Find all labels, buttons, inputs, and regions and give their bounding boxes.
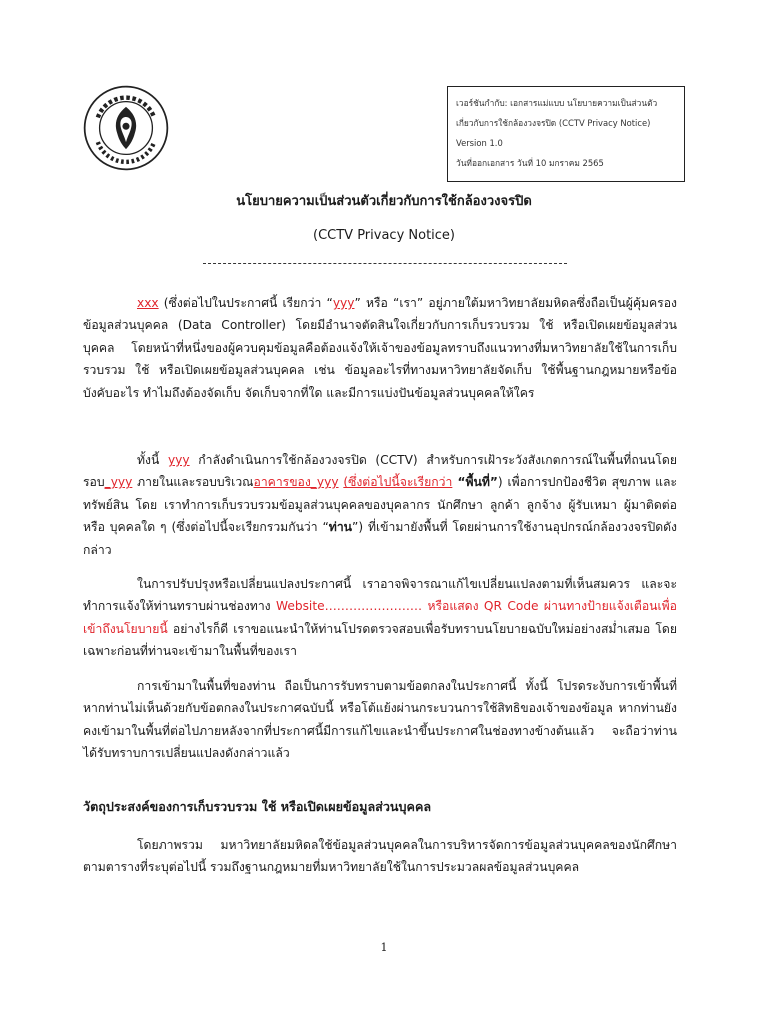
placeholder-yyy: yyy	[167, 453, 190, 467]
placeholder-xxx: xxx	[137, 296, 159, 310]
version-number: Version 1.0	[456, 138, 503, 148]
paragraph-purpose-overview: โดยภาพรวม มหาวิทยาลัยมหิดลใช้ข้อมูลส่วนบุคคลในการบริหารจัดการข้อมูลส่วนบุคคลของนักศึกษาตามตารางที่ระบุต่อไปนี้ รวมถึงฐานกฎหมายที่มหาวิทยาลัยใช้ในการประมวลผลข้อมูลส่วนบุคคล	[83, 838, 677, 875]
area-term: “พื้นที่”	[452, 475, 498, 490]
placeholder-yyy: _yyy	[104, 475, 133, 490]
version-line-title: เวอร์ชันกำกับ: เอกสารแม่แบบ นโยบายความเป็นส่วนตัว	[456, 98, 658, 108]
section-heading-purpose: วัตถุประสงค์ของการเก็บรวบรวม ใช้ หรือเปิดเผยข้อมูลส่วนบุคคล	[83, 799, 432, 814]
mahidol-university-seal	[82, 84, 170, 172]
paragraph-intro: xxx (ซึ่งต่อไปในประกาศนี้ เรียกว่า “yyy” หรือ “เรา” อยู่ภายใต้มหาวิทยาลัยมหิดลซึ่งถือเป็นผู้คุ้มครองข้อมูลส่วนบุคคล (Data Controller) โดยมีอำนาจตัดสินใจเกี่ยวกับการเก็บรวบรวม ใช้ หรือเปิดเผยข้อมูลส่วนบุคคล โดยหน้าที่หนึ่งของผู้ควบคุมข้อมูลคือต้องแจ้งให้เจ้าของข้อมูลทราบถึงแนวทางที่มหาวิทยาลัยใช้ในการเก็บรวบรวม ใช้ หรือเปิดเผยข้อมูลส่วนบุคคล เช่น ข้อมูลอะไรที่ทางมหาวิทยาลัยจัดเก็บ ใช้พื้นฐานกฎหมายหรือข้อบังคับอะไร ทำไมถึงต้องจัดเก็บ จัดเก็บจากที่ใด และมีการแบ่งปันข้อมูลส่วนบุคคลให้ใคร	[83, 296, 677, 400]
area-definition: (ซึ่งต่อไปนี้จะเรียกว่า	[343, 475, 453, 490]
paragraph-cctv-use: ทั้งนี้ yyy กำลังดำเนินการใช้กล้องวงจรปิด (CCTV) สำหรับการเฝ้าระวังสังเกตการณ์ในพื้นที่ถนนโดยรอบ_yyy ภายในและรอบบริเวณอาคารของ_yyy (ซึ่งต่อไปนี้จะเรียกว่า “พื้นที่”) เพื่อการปกป้องชีวิต สุขภาพ และทรัพย์สิน โดย เราทำการเก็บรวบรวมข้อมูลส่วนบุคคลของบุคลากร นักศึกษา ลูกค้า ลูกจ้าง ผู้รับเหมา ผู้มาติดต่อ หรือ บุคคลใด ๆ (ซึ่งต่อไปนี้จะเรียกรวมกันว่า “ท่าน”) ที่เข้ามายังพื้นที่ โดยผ่านการใช้งานอุปกรณ์กล้องวงจรปิดดังกล่าว	[83, 453, 678, 557]
website-qr-placeholder: Website…………………… หรือแสดง QR Code ผ่านทางป้ายแจ้งเตือนเพื่อเข้าถึงนโยบายนี้	[83, 599, 677, 636]
paragraph-acceptance: การเข้ามาในพื้นที่ของท่าน ถือเป็นการรับทราบตามข้อตกลงในประกาศนี้ ทั้งนี้ โปรดระงับการเข้าพื้นที่ หากท่านไม่เห็นด้วยกับข้อตกลงในประกาศฉบับนี้ หรือโต้แย้งผ่านกระบวนการใช้สิทธิของเจ้าของข้อมูล หากท่านยังคงเข้ามาในพื้นที่ต่อไปภายหลังจากที่ประกาศนี้มีการแก้ไขและนำขึ้นประกาศในช่องทางข้างต้นแล้ว จะถือว่าท่านได้รับทราบการเปลี่ยนแปลงดังกล่าวแล้ว	[83, 679, 677, 761]
you-term: ท่าน	[328, 520, 352, 535]
title-divider	[203, 263, 567, 264]
document-subtitle: (CCTV Privacy Notice)	[313, 228, 455, 243]
document-version-box	[447, 86, 685, 182]
placeholder-yyy: yyy	[332, 296, 355, 310]
issue-date: วันที่ออกเอกสาร วันที่ 10 มกราคม 2565	[456, 158, 604, 168]
document-title: นโยบายความเป็นส่วนตัวเกี่ยวกับการใช้กล้องวงจรปิด	[236, 194, 532, 209]
version-line-subtitle: เกี่ยวกับการใช้กล้องวงจรปิด (CCTV Privacy Notice)	[456, 118, 651, 128]
paragraph-policy-updates: ในการปรับปรุงหรือเปลี่ยนแปลงประกาศนี้ เราอาจพิจารณาแก้ไขเปลี่ยนแปลงตามที่เห็นสมควร และจะทำการแจ้งให้ท่านทราบผ่านช่องทาง Website…………………… หรือแสดง QR Code ผ่านทางป้ายแจ้งเตือนเพื่อเข้าถึงนโยบายนี้ อย่างไรก็ดี เราขอแนะนำให้ท่านโปรดตรวจสอบเพื่อรับทราบนโยบายฉบับใหม่อย่างสม่ำเสมอ โดยเฉพาะก่อนที่ท่านจะเข้ามาในพื้นที่ของเรา	[83, 577, 677, 659]
page-number: 1	[380, 941, 388, 954]
placeholder-building: อาคารของ_yyy	[253, 475, 339, 490]
